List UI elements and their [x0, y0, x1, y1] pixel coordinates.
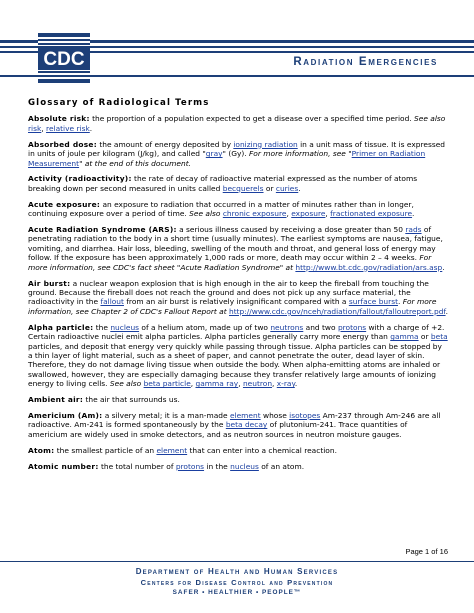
glossary-link[interactable]: relative risk — [46, 123, 90, 133]
definition-text: of plutonium-241. Trace quantities of americium are widely used in smoke detectors, and as neutron sources in neutron moisture gauges. — [28, 420, 408, 439]
glossary-link[interactable]: protons — [337, 322, 367, 332]
glossary-entry — [28, 395, 448, 404]
glossary-entry — [28, 225, 448, 272]
glossary-term: Americium (Am): — [28, 410, 103, 420]
svg-text:CDC: CDC — [43, 49, 85, 70]
glossary-link[interactable]: beta decay — [225, 420, 268, 430]
glossary-link[interactable]: gray — [205, 149, 223, 159]
definition-text: , — [41, 123, 47, 133]
glossary-link[interactable]: gamma ray — [195, 379, 239, 389]
glossary-link[interactable]: beta particle — [143, 379, 191, 389]
glossary-entries — [28, 114, 448, 471]
definition-text: For more information, see " — [249, 149, 352, 159]
glossary-link[interactable]: neutron — [242, 379, 273, 389]
glossary-link[interactable]: http://www.cdc.gov/nceh/radiation/fallout/falloutreport.pdf — [229, 306, 446, 316]
definition-text: . — [89, 123, 93, 133]
definition-text: . — [412, 209, 415, 219]
glossary-term: Ambient air: — [28, 395, 84, 405]
glossary-link[interactable]: fallout — [100, 297, 124, 307]
definition-text: a silvery metal; it is a man-made — [102, 410, 230, 420]
glossary-link[interactable]: http://www.bt.cdc.gov/radiation/ars.asp — [295, 262, 443, 272]
definition-text: See also — [414, 114, 446, 124]
definition-text: . — [442, 262, 445, 272]
glossary-title: Glossary of Radiological Terms — [28, 98, 210, 108]
page-number: Page 1 of 16 — [405, 547, 448, 556]
glossary-term: Atomic number: — [28, 461, 99, 471]
glossary-entry — [28, 140, 448, 168]
definition-text: . — [294, 379, 298, 389]
definition-text: the — [93, 322, 111, 332]
glossary-link[interactable]: chronic exposure — [222, 209, 287, 219]
definition-text: For more information, see CDC's fact sheet "Acute Radiation Syndrome" at — [28, 253, 432, 272]
definition-text: . — [298, 183, 301, 193]
glossary-term: Absorbed dose: — [28, 139, 97, 149]
glossary-entry — [28, 114, 448, 133]
definition-text: a serious illness caused by receiving a dose greater than 50 — [176, 225, 406, 235]
definition-text: in the — [204, 461, 231, 471]
definition-text: Am-237 through Am-246 are all radioactive. Am-241 is formed spontaneously by the — [28, 410, 441, 430]
footer-agency: Centers for Disease Control and Prevention — [140, 578, 334, 587]
glossary-entry — [28, 174, 448, 193]
definition-text: of a helium atom, made up of two — [139, 322, 271, 332]
glossary-link[interactable]: ionizing radiation — [233, 139, 298, 149]
glossary-term: Acute exposure: — [28, 199, 101, 209]
glossary-link[interactable]: becquerels — [222, 183, 264, 193]
glossary-link[interactable]: element — [156, 445, 188, 455]
definition-text: and two — [303, 322, 338, 332]
glossary-entry — [28, 462, 448, 471]
glossary-term: Alpha particle: — [28, 322, 94, 332]
glossary-link[interactable]: Primer on Radiation Measurement — [28, 149, 426, 168]
glossary-link[interactable]: nucleus — [110, 322, 140, 332]
glossary-term: Activity (radioactivity): — [28, 174, 132, 184]
definition-text: , — [238, 379, 243, 389]
glossary-entry — [28, 411, 448, 439]
definition-text: the total number of — [98, 461, 176, 471]
definition-text: . — [397, 297, 403, 307]
definition-text: from an air burst is relatively insignificant compared with a — [123, 297, 349, 307]
definition-text: the smallest particle of an — [54, 445, 157, 455]
glossary-entry — [28, 446, 448, 455]
definition-text: See also — [109, 379, 144, 389]
definition-text: , — [190, 379, 196, 389]
definition-text: See also — [189, 209, 223, 219]
glossary-link[interactable]: nucleus — [230, 461, 259, 471]
glossary-link[interactable]: risk — [28, 123, 42, 133]
definition-text: in a unit mass of tissue. It is expressed in units of joule per kilogram (J/kg), and called " — [28, 139, 445, 159]
glossary-entry — [28, 323, 448, 389]
definition-text: " at the end of this document. — [79, 158, 191, 168]
definition-text: whose — [260, 410, 290, 420]
definition-text: , — [325, 209, 331, 219]
definition-text: . — [445, 306, 448, 316]
definition-text: " (Gy). — [222, 149, 250, 159]
definition-text: the air that surrounds us. — [83, 395, 180, 405]
glossary-link[interactable]: beta — [430, 332, 448, 342]
definition-text: of an atom. — [258, 461, 305, 471]
definition-text: the proportion of a population expected to get a disease over a specified time period. — [89, 114, 415, 124]
glossary-link[interactable]: isotopes — [289, 410, 321, 420]
footer-tagline: SAFER • HEALTHIER • PEOPLE™ — [172, 589, 302, 596]
glossary-link[interactable]: surface burst — [348, 297, 398, 307]
page-header-title: Radiation Emergencies — [293, 56, 438, 68]
definition-text: a nuclear weapon explosion that is high enough in the air to keep the fireball from touching the ground. Because the fireball does not reach the ground and does not pick up any surface material, the radioactivity in the — [28, 278, 429, 307]
definition-text: of penetrating radiation to the body in a short time (usually minutes). The earliest symptoms are nausea, fatigue, vomiting, and diarrhea. Hair loss, bleeding, swelling of the mouth and throat, and general loss of energy may follow. If the exposure has been approximately 1,000 rads or more, death may occur within 2 – 4 weeks. — [28, 225, 443, 263]
definition-text: particles, and deposit that energy very quickly while passing through tissue. Alpha particles can be stopped by a thin layer of light material, such as a sheet of paper, and cannot penetrate the outer, dead layer of skin. Therefore, they do not damage living tissue when outside the body. When alpha-emitting atoms are inhaled or swallowed, however, they are especially damaging because they transfer relatively large amounts of ionizing energy to living cells. — [28, 341, 442, 389]
glossary-term: Absolute risk: — [28, 114, 90, 124]
glossary-link[interactable]: element — [229, 410, 261, 420]
glossary-link[interactable]: x-ray — [276, 379, 295, 389]
glossary-entry — [28, 200, 448, 219]
definition-text: an exposure to radiation that occurred in a matter of minutes rather than in longer, continuing exposure over a period of time. — [28, 199, 414, 219]
cdc-logo — [38, 33, 90, 83]
glossary-link[interactable]: protons — [175, 461, 205, 471]
footer-divider — [0, 561, 474, 562]
definition-text: the rate of decay of radioactive material expressed as the number of atoms breaking down per second measured in units called — [28, 174, 418, 193]
glossary-link[interactable]: rads — [405, 225, 422, 235]
glossary-link[interactable]: neutrons — [270, 322, 304, 332]
definition-text: with a charge of +2. Certain radioactive nuclei emit alpha particles. Alpha particles generally carry more energy than — [28, 322, 445, 342]
glossary-term: Atom: — [28, 445, 55, 455]
glossary-entry — [28, 279, 448, 317]
definition-text: that can enter into a chemical reaction. — [187, 445, 337, 455]
definition-text: For more information, see Chapter 2 of CDC's Fallout Report at — [28, 297, 437, 316]
glossary-link[interactable]: curies — [275, 183, 299, 193]
glossary-content — [28, 99, 448, 478]
definition-text: , — [286, 209, 292, 219]
glossary-link[interactable]: exposure — [291, 209, 326, 219]
glossary-term: Air burst: — [28, 278, 71, 288]
definition-text: or — [418, 332, 431, 342]
definition-text: , — [272, 379, 277, 389]
glossary-term: Acute Radiation Syndrome (ARS): — [28, 225, 177, 235]
definition-text: the amount of energy deposited by — [96, 139, 234, 149]
definition-text: or — [263, 183, 276, 193]
glossary-link[interactable]: fractionated exposure — [330, 209, 413, 219]
glossary-link[interactable]: gamma — [390, 332, 419, 342]
footer-department: Department of Health and Human Services — [135, 567, 339, 576]
